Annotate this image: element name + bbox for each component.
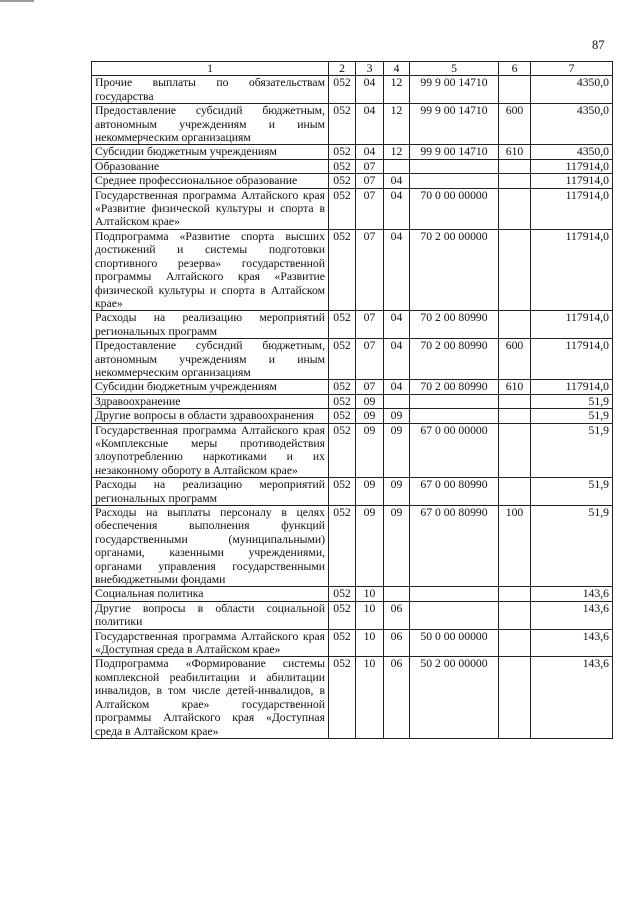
subsection-code-cell: 09 [384, 423, 410, 478]
table-row [92, 409, 613, 423]
target-article-cell [410, 409, 499, 423]
expense-type-cell [499, 478, 531, 506]
ministry-code-cell: 052 [329, 657, 356, 738]
expense-type-cell [499, 76, 531, 104]
expense-name-cell: Образование [92, 159, 329, 173]
expense-type-cell [499, 311, 531, 339]
expense-name-cell: Подпрограмма «Развитие спорта высших достижений и системы подготовки спортивного резерва» государственной программы Алтайского края «Развитие физической культуры и спорта в Алтайском крае» [92, 229, 329, 310]
expense-name-cell: Субсидии бюджетным учреждениям [92, 380, 329, 394]
amount-cell: 51,9 [531, 506, 613, 587]
ministry-code-cell: 052 [329, 188, 356, 229]
expense-type-cell: 600 [499, 104, 531, 145]
subsection-code-cell: 09 [384, 478, 410, 506]
subsection-code-cell [384, 587, 410, 601]
table-row [92, 601, 613, 629]
ministry-code-cell: 052 [329, 159, 356, 173]
amount-cell: 143,6 [531, 657, 613, 738]
expense-name-cell: Подпрограмма «Формирование системы комплексной реабилитации и абилитации инвалидов, в том числе детей-инвалидов, в Алтайском крае» государственной программы Алтайского края «Доступная среда в Алтайском крае» [92, 657, 329, 738]
expense-name-cell: Социальная политика [92, 587, 329, 601]
section-code-cell: 07 [356, 339, 384, 380]
ministry-code-cell: 052 [329, 423, 356, 478]
target-article-cell: 50 2 00 00000 [410, 657, 499, 738]
subsection-code-cell: 09 [384, 409, 410, 423]
target-article-cell [410, 174, 499, 188]
table-row [92, 188, 613, 229]
expense-type-cell [499, 423, 531, 478]
ministry-code-cell: 052 [329, 478, 356, 506]
expense-name-cell: Государственная программа Алтайского края «Доступная среда в Алтайском крае» [92, 629, 329, 657]
section-code-cell: 09 [356, 478, 384, 506]
amount-cell: 117914,0 [531, 188, 613, 229]
ministry-code-cell: 052 [329, 104, 356, 145]
amount-cell: 117914,0 [531, 229, 613, 310]
subsection-code-cell [384, 159, 410, 173]
section-code-cell: 07 [356, 311, 384, 339]
target-article-cell: 67 0 00 80990 [410, 506, 499, 587]
expense-name-cell: Другие вопросы в области здравоохранения [92, 409, 329, 423]
amount-cell: 4350,0 [531, 104, 613, 145]
target-article-cell: 70 2 00 80990 [410, 311, 499, 339]
amount-cell: 51,9 [531, 478, 613, 506]
expense-name-cell: Расходы на реализацию мероприятий региональных программ [92, 478, 329, 506]
table-row [92, 76, 613, 104]
subsection-code-cell [384, 394, 410, 408]
subsection-code-cell: 06 [384, 601, 410, 629]
table-body [92, 76, 613, 739]
section-code-cell: 07 [356, 159, 384, 173]
ministry-code-cell: 052 [329, 394, 356, 408]
subsection-code-cell: 04 [384, 188, 410, 229]
ministry-code-cell: 052 [329, 339, 356, 380]
ministry-code-cell: 052 [329, 506, 356, 587]
header-cell: 7 [531, 62, 613, 76]
expense-type-cell [499, 587, 531, 601]
table-row [92, 145, 613, 159]
subsection-code-cell: 04 [384, 229, 410, 310]
header-cell: 3 [356, 62, 384, 76]
expense-type-cell: 610 [499, 380, 531, 394]
table-row [92, 423, 613, 478]
section-code-cell: 09 [356, 409, 384, 423]
target-article-cell [410, 159, 499, 173]
table-row [92, 587, 613, 601]
header-cell: 4 [384, 62, 410, 76]
section-code-cell: 10 [356, 657, 384, 738]
amount-cell: 51,9 [531, 409, 613, 423]
ministry-code-cell: 052 [329, 587, 356, 601]
target-article-cell: 70 2 00 80990 [410, 339, 499, 380]
expense-name-cell: Субсидии бюджетным учреждениям [92, 145, 329, 159]
expense-type-cell [499, 394, 531, 408]
header-cell: 6 [499, 62, 531, 76]
subsection-code-cell: 06 [384, 629, 410, 657]
section-code-cell: 07 [356, 229, 384, 310]
expense-type-cell [499, 629, 531, 657]
expense-name-cell: Другие вопросы в области социальной политики [92, 601, 329, 629]
expense-name-cell: Здравоохранение [92, 394, 329, 408]
section-code-cell: 07 [356, 188, 384, 229]
target-article-cell: 50 0 00 00000 [410, 629, 499, 657]
subsection-code-cell: 12 [384, 104, 410, 145]
section-code-cell: 10 [356, 601, 384, 629]
expense-type-cell [499, 159, 531, 173]
ministry-code-cell: 052 [329, 311, 356, 339]
target-article-cell: 67 0 00 80990 [410, 478, 499, 506]
scan-edge-mark [0, 0, 34, 2]
header-cell: 1 [92, 62, 329, 76]
subsection-code-cell: 04 [384, 339, 410, 380]
expense-name-cell: Государственная программа Алтайского края «Комплексные меры противодействия злоупотреблению наркотиками и их незаконному обороту в Алтайском крае» [92, 423, 329, 478]
expense-type-cell [499, 229, 531, 310]
expense-name-cell: Прочие выплаты по обязательствам государства [92, 76, 329, 104]
subsection-code-cell: 09 [384, 506, 410, 587]
amount-cell: 143,6 [531, 629, 613, 657]
subsection-code-cell: 04 [384, 380, 410, 394]
table-row [92, 478, 613, 506]
expense-name-cell: Государственная программа Алтайского края «Развитие физической культуры и спорта в Алтайском крае» [92, 188, 329, 229]
ministry-code-cell: 052 [329, 145, 356, 159]
table-row [92, 339, 613, 380]
expense-type-cell [499, 657, 531, 738]
table-row [92, 311, 613, 339]
amount-cell: 117914,0 [531, 380, 613, 394]
table-row [92, 174, 613, 188]
amount-cell: 117914,0 [531, 339, 613, 380]
section-code-cell: 09 [356, 506, 384, 587]
amount-cell: 117914,0 [531, 159, 613, 173]
table-row [92, 394, 613, 408]
section-code-cell: 09 [356, 394, 384, 408]
target-article-cell: 70 2 00 00000 [410, 229, 499, 310]
expense-type-cell [499, 174, 531, 188]
expense-name-cell: Расходы на реализацию мероприятий региональных программ [92, 311, 329, 339]
target-article-cell [410, 587, 499, 601]
section-code-cell: 04 [356, 104, 384, 145]
target-article-cell: 70 0 00 00000 [410, 188, 499, 229]
amount-cell: 51,9 [531, 394, 613, 408]
subsection-code-cell: 12 [384, 76, 410, 104]
amount-cell: 51,9 [531, 423, 613, 478]
section-code-cell: 04 [356, 145, 384, 159]
section-code-cell: 04 [356, 76, 384, 104]
header-row [92, 62, 613, 76]
table-row [92, 380, 613, 394]
target-article-cell: 67 0 00 00000 [410, 423, 499, 478]
expense-type-cell [499, 188, 531, 229]
target-article-cell [410, 394, 499, 408]
expense-name-cell: Среднее профессиональное образование [92, 174, 329, 188]
ministry-code-cell: 052 [329, 76, 356, 104]
section-code-cell: 10 [356, 587, 384, 601]
ministry-code-cell: 052 [329, 380, 356, 394]
section-code-cell: 09 [356, 423, 384, 478]
expense-type-cell [499, 409, 531, 423]
amount-cell: 4350,0 [531, 76, 613, 104]
table-row [92, 159, 613, 173]
ministry-code-cell: 052 [329, 409, 356, 423]
table-row [92, 506, 613, 587]
ministry-code-cell: 052 [329, 174, 356, 188]
section-code-cell: 07 [356, 380, 384, 394]
target-article-cell: 70 2 00 80990 [410, 380, 499, 394]
expense-type-cell: 600 [499, 339, 531, 380]
expense-name-cell: Расходы на выплаты персоналу в целях обеспечения выполнения функций государственными (муниципальными) органами, казенными учреждениями, органами управления государственными внебюджетными фондами [92, 506, 329, 587]
subsection-code-cell: 04 [384, 174, 410, 188]
target-article-cell: 99 9 00 14710 [410, 76, 499, 104]
section-code-cell: 07 [356, 174, 384, 188]
amount-cell: 4350,0 [531, 145, 613, 159]
table-row [92, 629, 613, 657]
ministry-code-cell: 052 [329, 229, 356, 310]
expense-type-cell: 610 [499, 145, 531, 159]
expense-name-cell: Предоставление субсидий бюджетным, автономным учреждениям и иным некоммерческим организациям [92, 104, 329, 145]
amount-cell: 143,6 [531, 601, 613, 629]
subsection-code-cell: 06 [384, 657, 410, 738]
header-cell: 5 [410, 62, 499, 76]
target-article-cell: 99 9 00 14710 [410, 145, 499, 159]
expense-type-cell: 100 [499, 506, 531, 587]
table-row [92, 104, 613, 145]
target-article-cell [410, 601, 499, 629]
ministry-code-cell: 052 [329, 629, 356, 657]
amount-cell: 117914,0 [531, 174, 613, 188]
expense-type-cell [499, 601, 531, 629]
target-article-cell: 99 9 00 14710 [410, 104, 499, 145]
subsection-code-cell: 04 [384, 311, 410, 339]
subsection-code-cell: 12 [384, 145, 410, 159]
expense-name-cell: Предоставление субсидий бюджетным, автономным учреждениям и иным некоммерческим организациям [92, 339, 329, 380]
page-number: 87 [592, 38, 605, 52]
amount-cell: 117914,0 [531, 311, 613, 339]
table-row [92, 657, 613, 738]
budget-table [91, 61, 613, 739]
section-code-cell: 10 [356, 629, 384, 657]
header-cell: 2 [329, 62, 356, 76]
amount-cell: 143,6 [531, 587, 613, 601]
ministry-code-cell: 052 [329, 601, 356, 629]
table-row [92, 229, 613, 310]
